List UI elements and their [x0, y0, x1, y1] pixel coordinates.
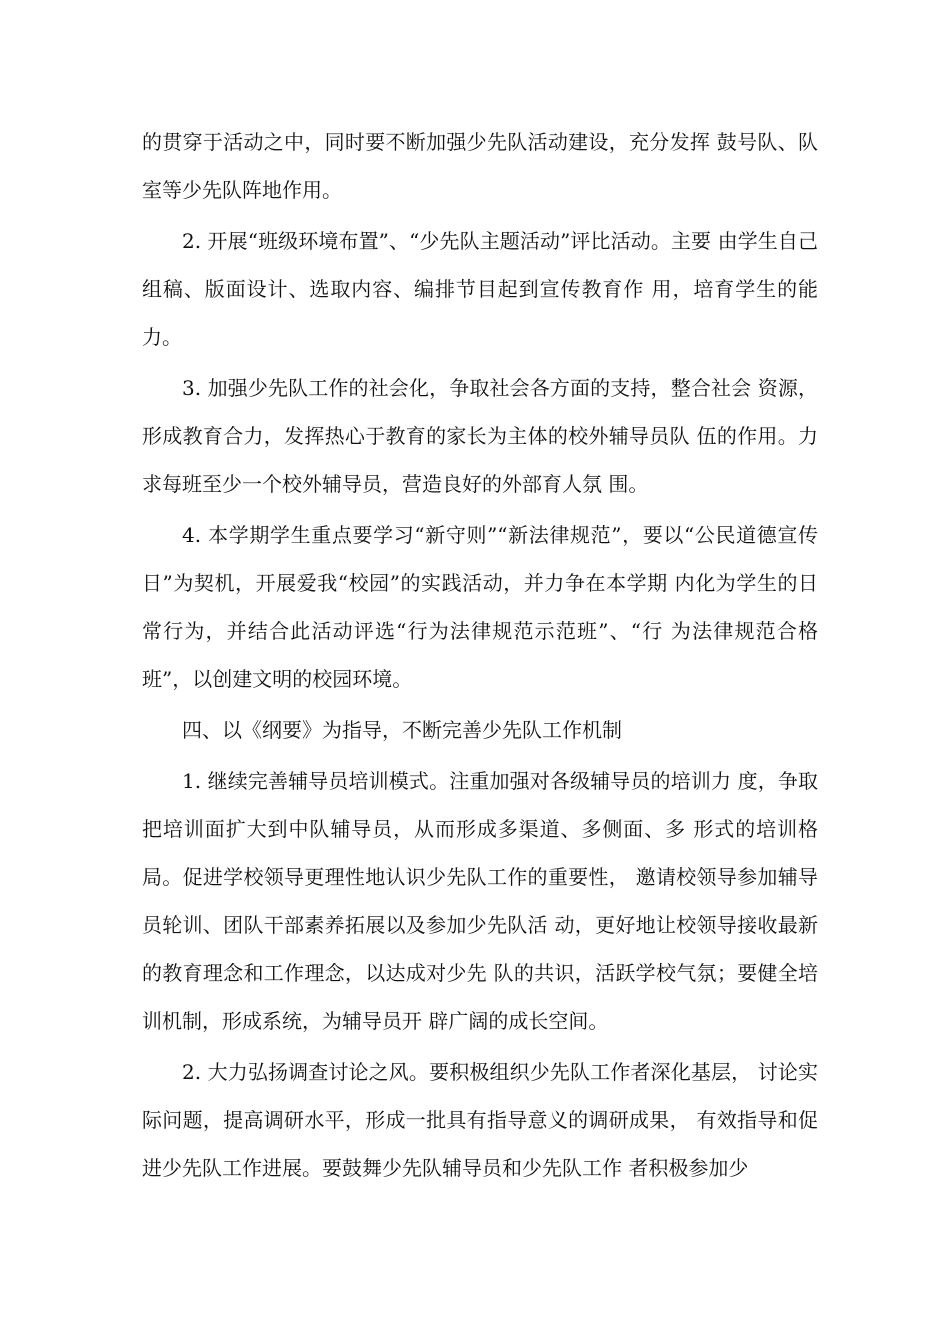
- document-body: [142, 118, 818, 1195]
- paragraph-item-3-socialization: 3. 加强少先队工作的社会化，争取社会各方面的支持，整合社会 资源，形成教育合力，发挥热心于教育的家长为主体的校外辅导员队 伍的作用。力求每班至少一个校外辅导员，营造良好的外部育人氛 围。: [142, 376, 818, 496]
- paragraph-item-2-research: 2. 大力弘扬调查讨论之风。要积极组织少先队工作者深化基层， 讨论实际问题，提高调研水平，形成一批具有指导意义的调研成果， 有效指导和促进少先队工作进展。要鼓舞少先队辅导员和少先队工作 者积极参加少: [142, 1060, 818, 1180]
- paragraph-item-2-class-environment: 2. 开展“班级环境布置”、“少先队主题活动”评比活动。主要 由学生自己组稿、版面设计、选取内容、编排节目起到宣传教育作 用，培育学生的能力。: [142, 229, 818, 349]
- paragraph-item-4-study-rules: 4. 本学期学生重点要学习“新守则”“新法律规范”，要以“公民道德宣传日”为契机，开展爱我“校园”的实践活动，并力争在本学期 内化为学生的日常行为，并结合此活动评选“行为法律规范示范班”、“行 为法律规范合格班”，以创建文明的校园环境。: [142, 523, 818, 691]
- paragraph-item-1-training: 1. 继续完善辅导员培训模式。注重加强对各级辅导员的培训力 度，争取把培训面扩大到中队辅导员，从而形成多渠道、多侧面、多 形式的培训格局。促进学校领导更理性地认识少先队工作的重要性， 邀请校领导参加辅导员轮训、团队干部素养拓展以及参加少先队活 动，更好地让校领导接收最新的教育理念和工作理念，以达成对少先 队的共识，活跃学校气氛；要健全培训机制，形成系统，为辅导员开 辟广阔的成长空间。: [142, 769, 818, 1033]
- paragraph-continuation: 的贯穿于活动之中，同时要不断加强少先队活动建设，充分发挥 鼓号队、队室等少先队阵地作用。: [142, 130, 818, 202]
- section-heading-four: 四、以《纲要》为指导，不断完善少先队工作机制: [182, 718, 622, 742]
